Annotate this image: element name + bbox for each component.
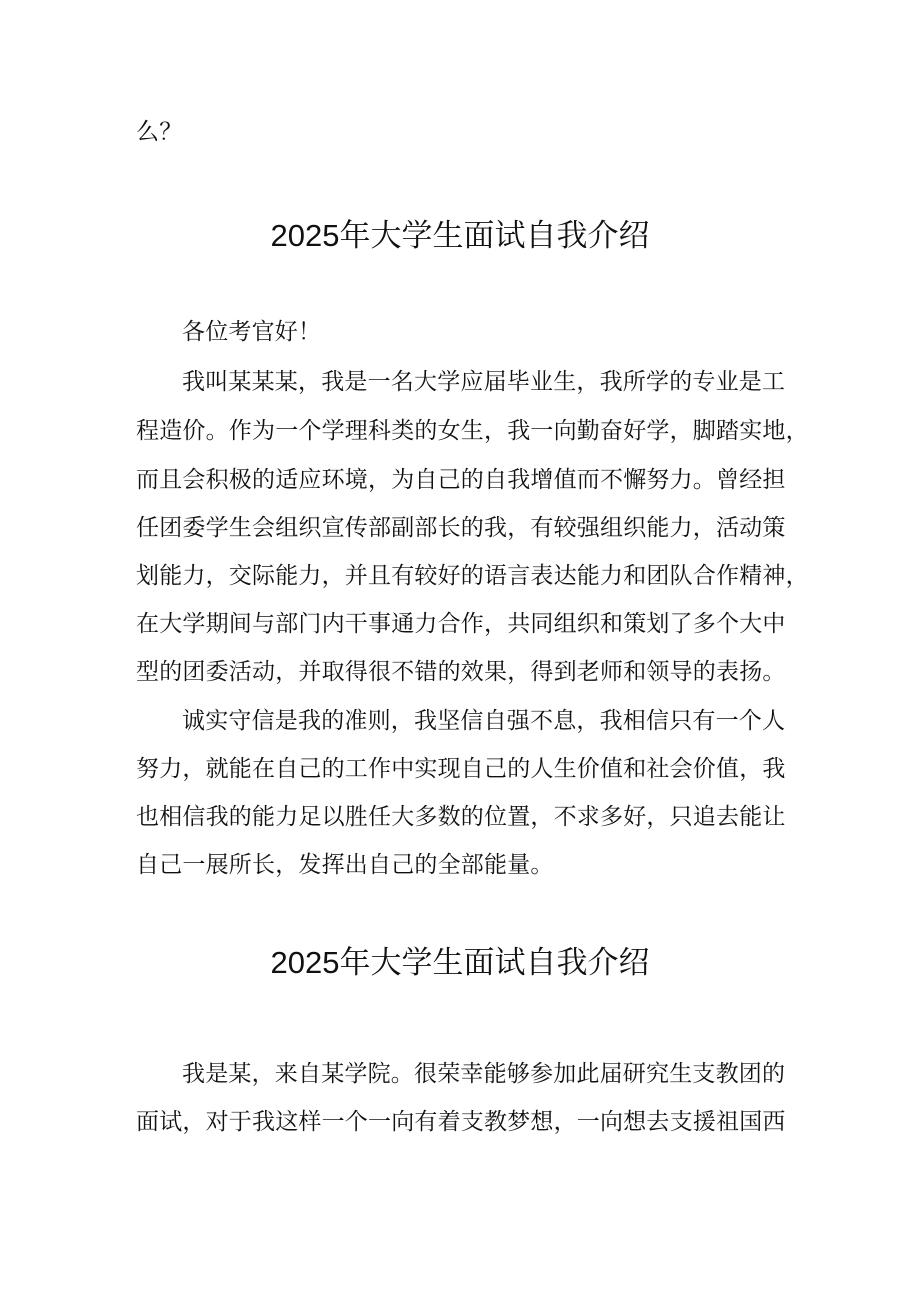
paragraph-line: 也相信我的能力足以胜任大多数的位置，不求多好，只追去能让 xyxy=(136,804,786,830)
section-1-title: 2025年大学生面试自我介绍 xyxy=(270,218,650,253)
paragraph-line: 我叫某某某，我是一名大学应届毕业生，我所学的专业是工 xyxy=(182,369,786,395)
paragraph-line: 面试，对于我这样一个一向有着支教梦想，一向想去支援祖国西 xyxy=(136,1109,786,1135)
paragraph-line: 型的团委活动，并取得很不错的效果，得到老师和领导的表扬。 xyxy=(136,659,786,685)
paragraph-line: 努力，就能在自己的工作中实现自己的人生价值和社会价值，我 xyxy=(136,756,786,782)
paragraph-line: 而且会积极的适应环境，为自己的自我增值而不懈努力。曾经担 xyxy=(136,467,786,493)
paragraph-line: 自己一展所长，发挥出自己的全部能量。 xyxy=(136,852,554,878)
paragraph-line: 程造价。作为一个学理科类的女生，我一向勤奋好学，脚踏实地， xyxy=(136,418,809,444)
greeting-line: 各位考官好！ xyxy=(182,319,322,345)
paragraph-line: 诚实守信是我的准则，我坚信自强不息，我相信只有一个人 xyxy=(182,708,786,734)
paragraph-line: 任团委学生会组织宣传部副部长的我，有较强组织能力，活动策 xyxy=(136,515,786,541)
paragraph-line: 划能力，交际能力，并且有较好的语言表达能力和团队合作精神， xyxy=(136,563,809,589)
section-2-title: 2025年大学生面试自我介绍 xyxy=(270,945,650,980)
paragraph-line: 在大学期间与部门内干事通力合作，共同组织和策划了多个大中 xyxy=(136,611,786,637)
paragraph-line: 我是某，来自某学院。很荣幸能够参加此届研究生支教团的 xyxy=(182,1061,786,1087)
continuation-fragment: 么？ xyxy=(136,119,183,145)
